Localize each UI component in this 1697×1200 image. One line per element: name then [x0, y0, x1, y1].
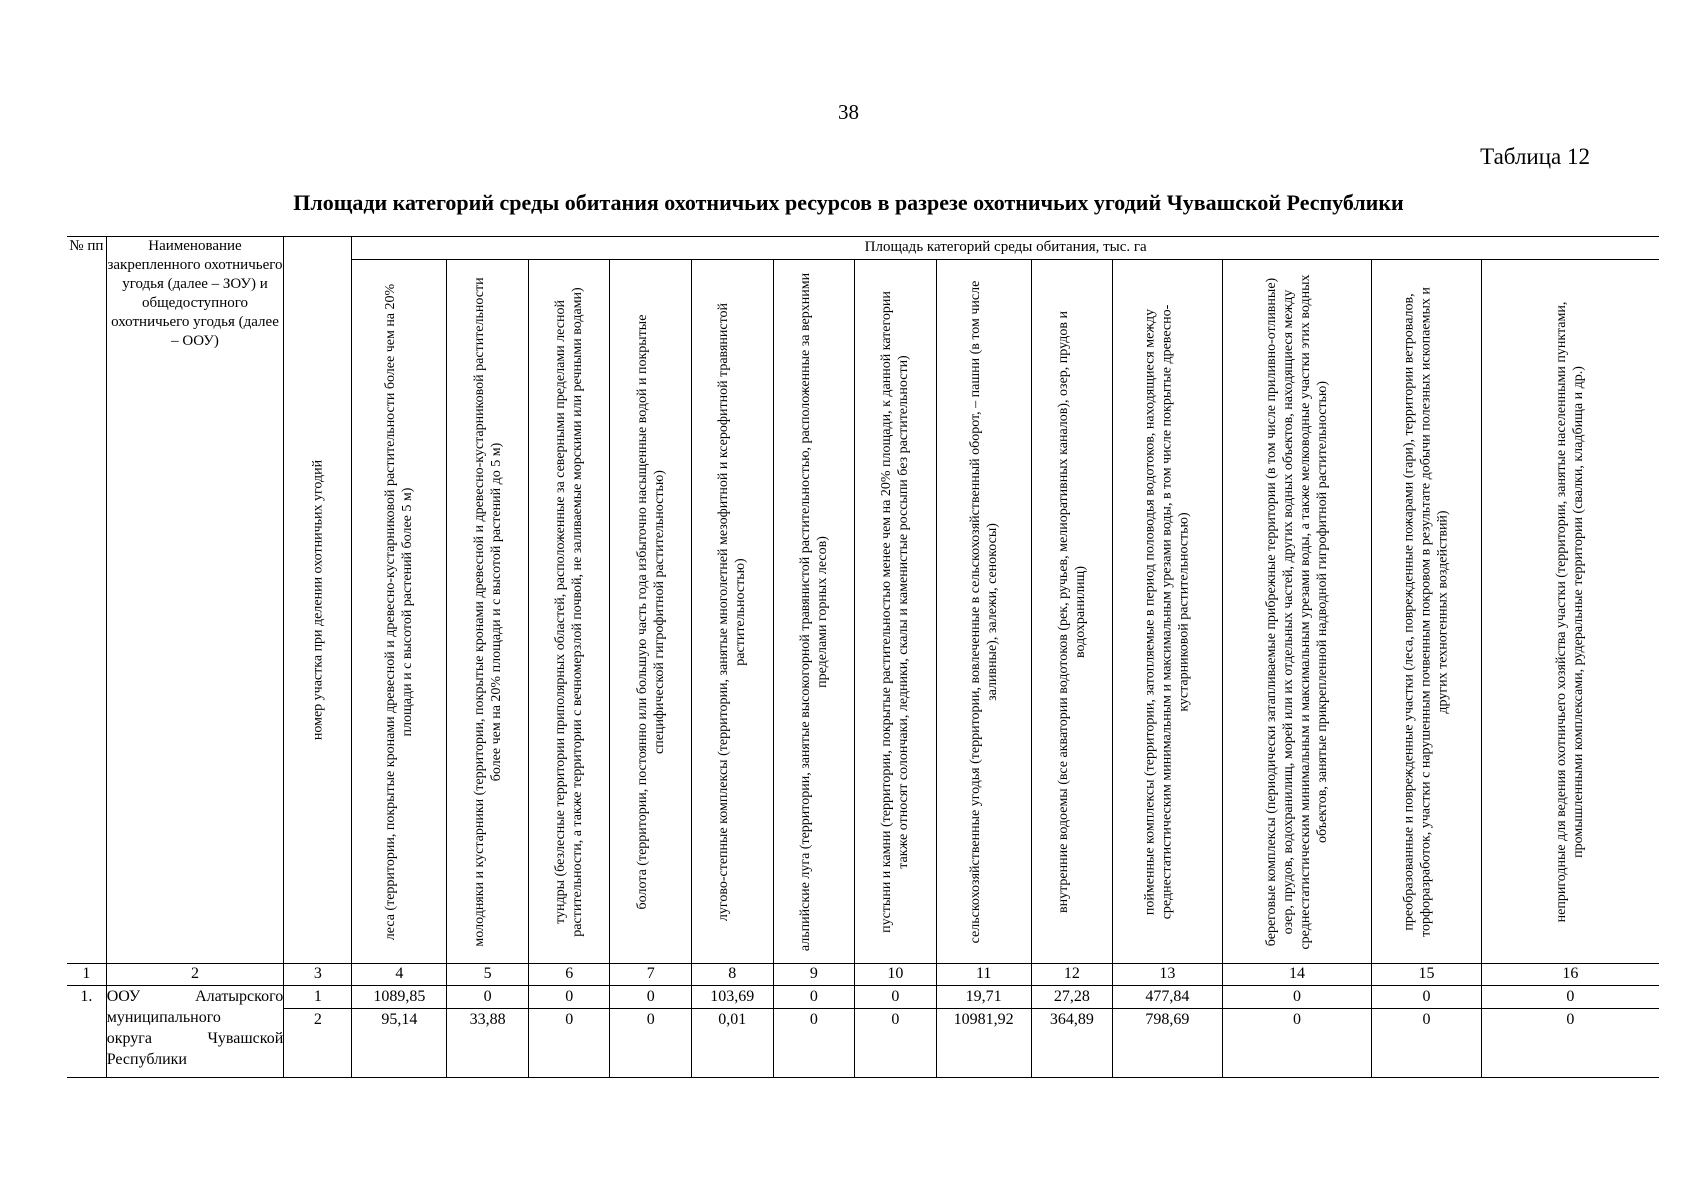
column-number: 15: [1372, 964, 1481, 986]
column-number: 1: [67, 964, 106, 986]
column-number: 6: [528, 964, 610, 986]
header-category-alpine-meadows: альпийские луга (территории, занятые высокогорной травянистой растительностью, расположенные за верхними пределами горных лесов): [773, 260, 855, 964]
header-category-tundra: тундры (безлесные территории приполярных областей, расположенные за северными пределами лесной растительности, а также территории с вечномерзлой почвой, не заливаемые морскими или речными водами): [528, 260, 610, 964]
header-area-group: Площадь категорий среды обитания, тыс. га: [352, 237, 1659, 260]
column-number: 5: [447, 964, 529, 986]
header-category-deserts-rocks: пустыни и камни (территории, покрытые растительностью менее чем на 20% площади, к данной категории также относят солончаки, ледники, скалы и каменистые россыпи без растительности): [855, 260, 937, 964]
header-category-agricultural: сельскохозяйственные угодья (территории, вовлеченные в сельскохозяйственный оборот, – пашни (в том числе заливные), залежи, сенокосы): [936, 260, 1031, 964]
table-row: [67, 1009, 1659, 1078]
value-cell: 0: [447, 986, 529, 1009]
header-category-meadow-steppe: лугово-степные комплексы (территории, занятые многолетней мезофитной и ксерофитной травянистой растительностью): [692, 260, 774, 964]
header-category-unsuitable: непригодные для ведения охотничьего хозяйства участки (территории, занятые населенными пунктами, промышленными комплексами, рудеральные территории (свалки, кладбища и др.): [1481, 260, 1659, 964]
header-section: [284, 237, 352, 964]
header-number: № пп: [67, 237, 106, 964]
value-cell: 33,88: [447, 1009, 529, 1078]
value-cell: 0: [1481, 986, 1659, 1009]
column-number: 11: [936, 964, 1031, 986]
name-line: муниципального: [106, 1009, 221, 1026]
header-category-coastal: береговые комплексы (периодически затапливаемые прибрежные территории (в том числе приливно-отливные) озер, прудов, водохранилищ, морей или их отдельных частей, других водных объектов, находящиеся между среднестатистическим минимальным и максимальным урезами воды, а также мелководные участки этих водных объектов, занятые прикрепленной надводной гигрофитной растительностью): [1222, 260, 1372, 964]
value-cell: 0: [855, 986, 937, 1009]
value-cell: 0,01: [692, 1009, 774, 1078]
habitat-area-table: [67, 236, 1659, 1078]
value-cell: 0: [610, 1009, 692, 1078]
header-category-young-growth: молодняки и кустарники (территории, покрытые кронами древесной и древесно-кустарниковой растительности более чем на 20% площади и с высотой растений до 5 м): [447, 260, 529, 964]
column-number: 13: [1113, 964, 1222, 986]
value-cell: 27,28: [1031, 986, 1113, 1009]
page-number: 38: [838, 100, 859, 124]
name-line: округа Чувашской: [106, 1030, 284, 1047]
value-cell: 95,14: [352, 1009, 447, 1078]
table-row: [67, 986, 1659, 1009]
header-category-swamps: болота (территории, постоянно или большую часть года избыточно насыщенные водой и покрытые специфической гигрофитной растительностью): [610, 260, 692, 964]
value-cell: 477,84: [1113, 986, 1222, 1009]
section-number: 2: [284, 1009, 352, 1078]
value-cell: 0: [528, 1009, 610, 1078]
header-category-damaged: преобразованные и поврежденные участки (леса, поврежденные пожарами (гари), территории ветровалов, торфоразработок, участки с нарушенным почвенным покровом в результате добычи полезных ископаемых и других техногенных воздействий): [1372, 260, 1481, 964]
column-number: 9: [773, 964, 855, 986]
column-number: 2: [106, 964, 284, 986]
column-number: 7: [610, 964, 692, 986]
column-number: 4: [352, 964, 447, 986]
row-index: 1.: [67, 986, 106, 1078]
value-cell: 364,89: [1031, 1009, 1113, 1078]
column-number: 12: [1031, 964, 1113, 986]
value-cell: 0: [1222, 1009, 1372, 1078]
value-cell: 10981,92: [936, 1009, 1031, 1078]
value-cell: 19,71: [936, 986, 1031, 1009]
column-number: 10: [855, 964, 937, 986]
column-number-row: [67, 964, 1659, 986]
value-cell: 1089,85: [352, 986, 447, 1009]
value-cell: 0: [773, 1009, 855, 1078]
section-number: 1: [284, 986, 352, 1009]
header-category-inland-waters: внутренние водоемы (все акватории водотоков (рек, ручьев, мелиоративных каналов), озер, прудов и водохранилищ): [1031, 260, 1113, 964]
value-cell: 0: [773, 986, 855, 1009]
value-cell: 103,69: [692, 986, 774, 1009]
value-cell: 798,69: [1113, 1009, 1222, 1078]
header-section-text: номер участка при делении охотничьих угодий: [310, 459, 326, 741]
header-category-floodplain: пойменные комплексы (территории, затопляемые в период половодья водотоков, находящиеся между среднестатистическим минимальным и максимальным урезами воды, в том числе покрытые древесно-кустарниковой растительностью): [1113, 260, 1222, 964]
column-number: 14: [1222, 964, 1372, 986]
value-cell: 0: [855, 1009, 937, 1078]
name-line: ООУ Алатырского: [106, 988, 284, 1005]
header-category-forests: леса (территории, покрытые кронами древесной и древесно-кустарниковой растительности более чем на 20% площади и с высотой растений более 5 м): [352, 260, 447, 964]
column-number: 3: [284, 964, 352, 986]
header-name: Наименование закрепленного охотничьего угодья (далее – ЗОУ) и общедоступного охотничьего угодья (далее – ООУ): [106, 237, 284, 964]
value-cell: 0: [610, 986, 692, 1009]
value-cell: 0: [1372, 986, 1481, 1009]
value-cell: 0: [1222, 986, 1372, 1009]
column-number: 16: [1481, 964, 1659, 986]
table-title: Площади категорий среды обитания охотничьих ресурсов в разрезе охотничьих угодий Чувашской Республики: [293, 190, 1404, 215]
column-number: 8: [692, 964, 774, 986]
value-cell: 0: [1372, 1009, 1481, 1078]
hunting-ground-name: [106, 986, 284, 1078]
name-line: Республики: [106, 1051, 187, 1068]
table-label: Таблица 12: [1480, 144, 1590, 169]
value-cell: 0: [528, 986, 610, 1009]
value-cell: 0: [1481, 1009, 1659, 1078]
